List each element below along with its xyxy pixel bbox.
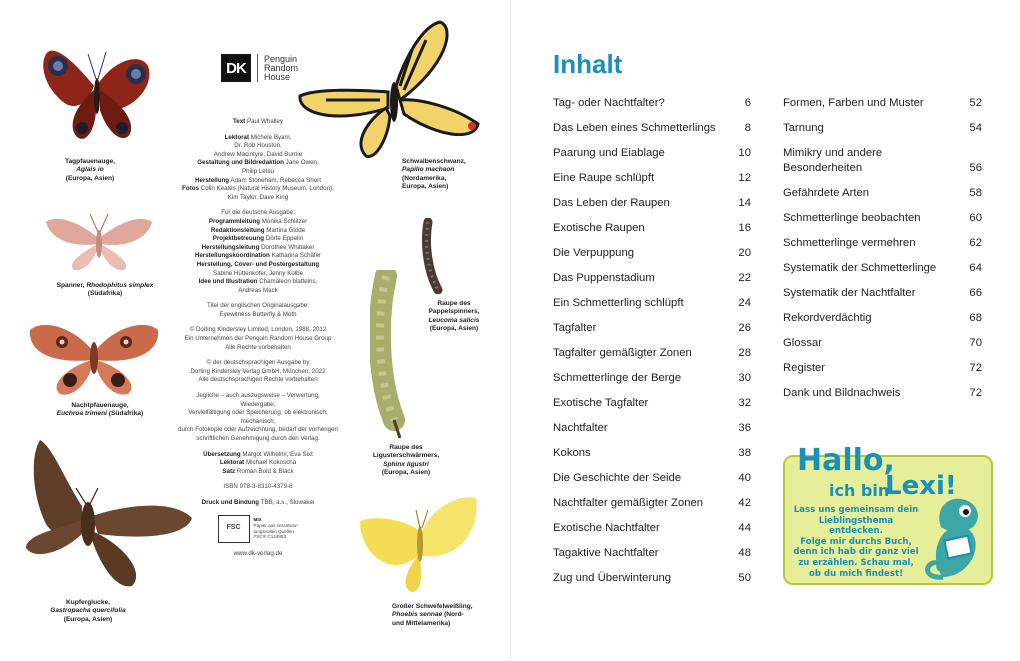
toc-entry-page: 52 — [969, 97, 982, 109]
toc-entry-title: Formen, Farben und Muster — [783, 97, 924, 109]
page-gutter — [510, 0, 511, 661]
toc-entry[interactable] — [783, 186, 982, 211]
toc-entry-title: Mimikry und andere Besonderheiten — [783, 147, 883, 174]
toc-entry[interactable] — [553, 571, 751, 596]
toc-entry-page: 12 — [738, 172, 751, 184]
toc-entry-page: 42 — [738, 497, 751, 509]
sulphur-butterfly-image — [356, 490, 482, 594]
toc-entry-title: Gefährdete Arten — [783, 187, 870, 199]
toc-entry[interactable] — [553, 421, 751, 446]
toc-entry-title: Dank und Bildnachweis — [783, 387, 901, 399]
toc-entry-page: 22 — [738, 272, 751, 284]
toc-entry-title: Systematik der Schmetterlinge — [783, 262, 937, 274]
toc-entry[interactable] — [553, 196, 751, 221]
toc-entry-page: 38 — [738, 447, 751, 459]
toc-entry[interactable] — [783, 286, 982, 311]
toc-entry-page: 58 — [969, 187, 982, 199]
toc-entry-page: 66 — [969, 287, 982, 299]
toc-entry-page: 40 — [738, 472, 751, 484]
toc-entry-page: 16 — [738, 222, 751, 234]
toc-entry-page: 44 — [738, 522, 751, 534]
caption-emperor: Nachtpfauenauge, Euchroa trimeni (Südafrika) — [56, 402, 144, 418]
toc-entry-page: 30 — [738, 372, 751, 384]
toc-entry-title: Exotische Raupen — [553, 222, 645, 234]
toc-entry-title: Ein Schmetterling schlüpft — [553, 297, 684, 309]
toc-entry[interactable] — [783, 121, 982, 146]
toc-entry[interactable] — [553, 471, 751, 496]
toc-entry-title: Die Verpuppung — [553, 247, 635, 259]
toc-entry-title: Tagfalter gemäßigter Zonen — [553, 347, 692, 359]
lexi-name: Lexi! — [885, 471, 957, 501]
toc-entry[interactable] — [783, 336, 982, 361]
toc-entry-page: 64 — [969, 262, 982, 274]
toc-entry-page: 26 — [738, 322, 751, 334]
emperor-moth-image — [26, 314, 162, 398]
copyright-en: © Dorling Kindersley Limited, London, 1988, 2012 Ein Unternehmen der Penguin Random House Group Alle Rechte vorbehalten — [184, 326, 332, 351]
toc-entry[interactable] — [553, 246, 751, 271]
toc-entry-title: Schmetterlinge vermehren — [783, 237, 916, 249]
toc-entry-page: 50 — [738, 572, 751, 584]
toc-entry-page: 60 — [969, 212, 982, 224]
toc-entry[interactable] — [783, 236, 982, 261]
toc-entry-title: Die Geschichte der Seide — [553, 472, 682, 484]
toc-entry-page: 10 — [738, 147, 751, 159]
toc-entry[interactable] — [553, 296, 751, 321]
toc-entry-title: Exotische Tagfalter — [553, 397, 649, 409]
toc-entry-title: Schmetterlinge beobachten — [783, 212, 921, 224]
toc-entry-page: 54 — [969, 122, 982, 134]
toc-entry[interactable] — [553, 446, 751, 471]
toc-entry-title: Eine Raupe schlüpft — [553, 172, 655, 184]
toc-entry-title: Exotische Nachtfalter — [553, 522, 660, 534]
toc-entry-page: 62 — [969, 237, 982, 249]
website-link[interactable]: www.dk-verlag.de — [233, 549, 283, 557]
toc-entry[interactable] — [553, 396, 751, 421]
toc-entry-page: 8 — [744, 122, 751, 134]
toc-entry-title: Register — [783, 362, 826, 374]
toc-entry-page: 36 — [738, 422, 751, 434]
peacock-butterfly-image — [36, 24, 160, 150]
privet-caterpillar-image — [370, 270, 410, 440]
toc-entry-page: 28 — [738, 347, 751, 359]
toc-entry-title: Das Leben der Raupen — [553, 197, 670, 209]
toc-entry-title: Zug und Überwinterung — [553, 572, 672, 584]
toc-entry-page: 56 — [969, 162, 982, 174]
toc-entry[interactable] — [783, 386, 982, 411]
toc-entry-page: 20 — [738, 247, 751, 259]
caption-sulphur: Großer Schwefelweißling, Phoebis sennae (Nord- und Mittelamerika) — [392, 603, 473, 627]
lexi-speech-box — [783, 443, 993, 585]
lexi-hallo: Hallo, — [797, 443, 895, 478]
caption-swallowtail: Schwalbenschwanz, Papilio machaon (Nordamerika, Europa, Asien) — [402, 158, 466, 191]
toc-entry-title: Das Puppenstadium — [553, 272, 655, 284]
toc-entry-page: 72 — [969, 362, 982, 374]
german-edition-credits: Für die deutsche Ausgabe: Programmleitung Monika Schlitzer Redaktionsleitung Martina Glöde Projektbetreuung Dörte Eppelin Herstellungsleitung Dorothee Whittaker Herstellungskoordination Katharina Schäfer Herstellung, Cover- und Postergestaltung Sabine Hüttenkofer, Jenny Kolbe Idee und Illustration Chamäleon blatteins, Andreas Mack — [194, 209, 322, 294]
toc-entry-title: Rekordverdächtig — [783, 312, 872, 324]
toc-entry[interactable] — [553, 321, 751, 346]
toc-entry-title: Tagfalter — [553, 322, 597, 334]
fsc-tree-icon: FSC — [218, 515, 250, 543]
toc-entry[interactable] — [783, 311, 982, 336]
caption-lappet: Kupferglucke, Gastropacha quercifolia (Europa, Asien) — [50, 599, 126, 623]
toc-entry-title: Tarnung — [783, 122, 824, 134]
caption-privet: Raupe des Ligusterschwärmers, Sphinx ligustri (Europa, Asien) — [372, 444, 440, 477]
toc-entry[interactable] — [553, 371, 751, 396]
toc-entry-page: 14 — [738, 197, 751, 209]
toc-entry-title: Tag- oder Nachtfalter? — [553, 97, 665, 109]
toc-entry[interactable] — [783, 261, 982, 286]
toc-entry[interactable] — [553, 496, 751, 521]
toc-entry[interactable] — [783, 211, 982, 236]
toc-column-1 — [553, 96, 751, 596]
toc-entry-title: Systematik der Nachtfalter — [783, 287, 916, 299]
toc-title: Inhalt — [553, 49, 623, 79]
toc-entry[interactable] — [553, 96, 751, 121]
toc-entry-page: 48 — [738, 547, 751, 559]
toc-entry[interactable] — [783, 96, 982, 121]
toc-entry-page: 32 — [738, 397, 751, 409]
print-credits: Druck und Bindung TBB, a.s., Slowakei — [201, 498, 315, 506]
poplar-caterpillar-image — [420, 218, 446, 294]
toc-entry-page: 6 — [744, 97, 751, 109]
toc-entry[interactable] — [783, 146, 982, 186]
lappet-moth-image — [22, 436, 194, 592]
publisher-logo — [221, 54, 298, 82]
toc-entry-title: Das Leben eines Schmetterlings — [553, 122, 716, 134]
toc-entry[interactable] — [553, 221, 751, 246]
toc-entry-page: 70 — [969, 337, 982, 349]
toc-entry[interactable] — [553, 271, 751, 296]
caption-poplar: Raupe des Pappelspinners, Leucoma salicis (Europa, Asien) — [428, 300, 480, 333]
imprint-credits: Text Paul Whalley Lektorat Michele Byam, Dr. Rob Houston, Andrew Macintyre, David Burnie Gestaltung und Bildredaktion Jane Owen, Philip Letsu Herstellung Adam Stoneham, Rebecca Short Fotos Colin Keates (Natural History Museum, London), Kim Taylor, Dave King Für die deutsche Ausgabe: Programmleitung Monika Schlitzer Redaktionsleitung Martina Glöde Projektbetreuung Dörte Eppelin Herstellungsleitung Dorothee Whittaker Herstellungskoordination Katharina Schäfer Herstellung, Cover- und Postergestaltung Sabine Hüttenkofer, Jenny Kolbe Idee und Illustration Chamäleon blatteins, Andreas Mack Titel der englischen Originalausgabe: Eyewitness Butterfly & Moth © Dorling Kindersley Limited, London, 1988, 2012 Ein Unternehmen der Penguin Random House Group Alle Rechte vorbehalten © der deutschsprachigen Ausgabe by Dorling Kindersley Verlag GmbH, München, 2022 Alle deutschsprachigen Rechte vorbehalten Jegliche – auch auszugsweise – Verwertung, Wiedergabe, Vervielfältigung oder Speicherung, ob elektronisch, mechanisch, durch Fotokopie oder Aufzeichnung, bedarf der vorherigen schriftlichen Genehmigung durch den Verlag. Übersetzung Margot Wilhelmi, Eva Sixt Lektorat Michael Kokoscha Satz Roman Bold & Black ISBN 978-3-8310-4379-8 Druck und Bindung TBB, a.s., Slowakei FSC MIX Papier aus verantwor- tungsvollen Quellen FSC® C144853 www.dk-verlag.de — [178, 118, 338, 557]
caption-geometer: Spanner, Rhodophitus simplex (Südafrika) — [56, 282, 154, 298]
toc-entry-title: Schmetterlinge der Berge — [553, 372, 682, 384]
toc-entry-page: 72 — [969, 387, 982, 399]
toc-entry-title: Nachtfalter — [553, 422, 608, 434]
toc-entry-page: 68 — [969, 312, 982, 324]
translation-credits: Übersetzung Margot Wilhelmi, Eva Sixt Lektorat Michael Kokoscha Satz Roman Bold & Black — [203, 450, 313, 475]
fsc-label: FSC MIX Papier aus verantwor- tungsvollen Quellen FSC® C144853 — [178, 515, 338, 543]
toc-entry[interactable] — [783, 361, 982, 386]
toc-column-2 — [783, 96, 982, 411]
rights-notice: Jegliche – auch auszugsweise – Verwertung, Wiedergabe, Vervielfältigung oder Speicherung, ob elektronisch, mechanisch, durch Fotokopie oder Aufzeichnung, bedarf der vorherigen schriftlichen Genehmigung durch den Verlag. — [178, 392, 338, 442]
toc-entry-title: Paarung und Eiablage — [553, 147, 665, 159]
publisher-name: Penguin Random House — [264, 53, 299, 82]
toc-entry-page: 24 — [738, 297, 751, 309]
toc-entry-title: Kokons — [553, 447, 591, 459]
caption-peacock: Tagpfauenauge, Aglais io (Europa, Asien) — [64, 158, 116, 182]
toc-entry-title: Tagaktive Nachtfalter — [553, 547, 659, 559]
lexi-ich-bin: ich bin — [829, 481, 890, 500]
toc-entry-title: Nachtfalter gemäßigter Zonen — [553, 497, 704, 509]
dk-logo-mark: DK — [221, 54, 251, 82]
toc-entry[interactable] — [553, 121, 751, 146]
toc-entry[interactable] — [553, 346, 751, 371]
chameleon-reading-icon — [921, 493, 987, 581]
toc-entry[interactable] — [553, 521, 751, 546]
toc-entry-title: Glossar — [783, 337, 822, 349]
lexi-message: Lass uns gemeinsam dein Lieblingsthema entdecken. Folge mir durchs Buch, denn ich hab dir ganz viel zu erzählen. Schau mal, ob du mich findest! — [793, 505, 919, 579]
geometer-moth-image — [40, 208, 158, 274]
toc-entry[interactable] — [553, 546, 751, 571]
copyright-de: © der deutschsprachigen Ausgabe by Dorling Kindersley Verlag GmbH, München, 2022 Alle deutschsprachigen Rechte vorbehalten — [190, 359, 326, 384]
swallowtail-butterfly-image — [296, 20, 486, 160]
toc-entry[interactable] — [553, 146, 751, 171]
original-title: Titel der englischen Originalausgabe: Eyewitness Butterfly & Moth — [207, 302, 309, 318]
toc-entry[interactable] — [553, 171, 751, 196]
isbn: ISBN 978-3-8310-4379-8 — [223, 483, 293, 491]
editorial-credits: Lektorat Michele Byam, Dr. Rob Houston, Andrew Macintyre, David Burnie Gestaltung und Bildredaktion Jane Owen, Philip Letsu Herstellung Adam Stoneham, Rebecca Short Fotos Colin Keates (Natural History Museum, London), Kim Taylor, Dave King — [182, 133, 334, 201]
